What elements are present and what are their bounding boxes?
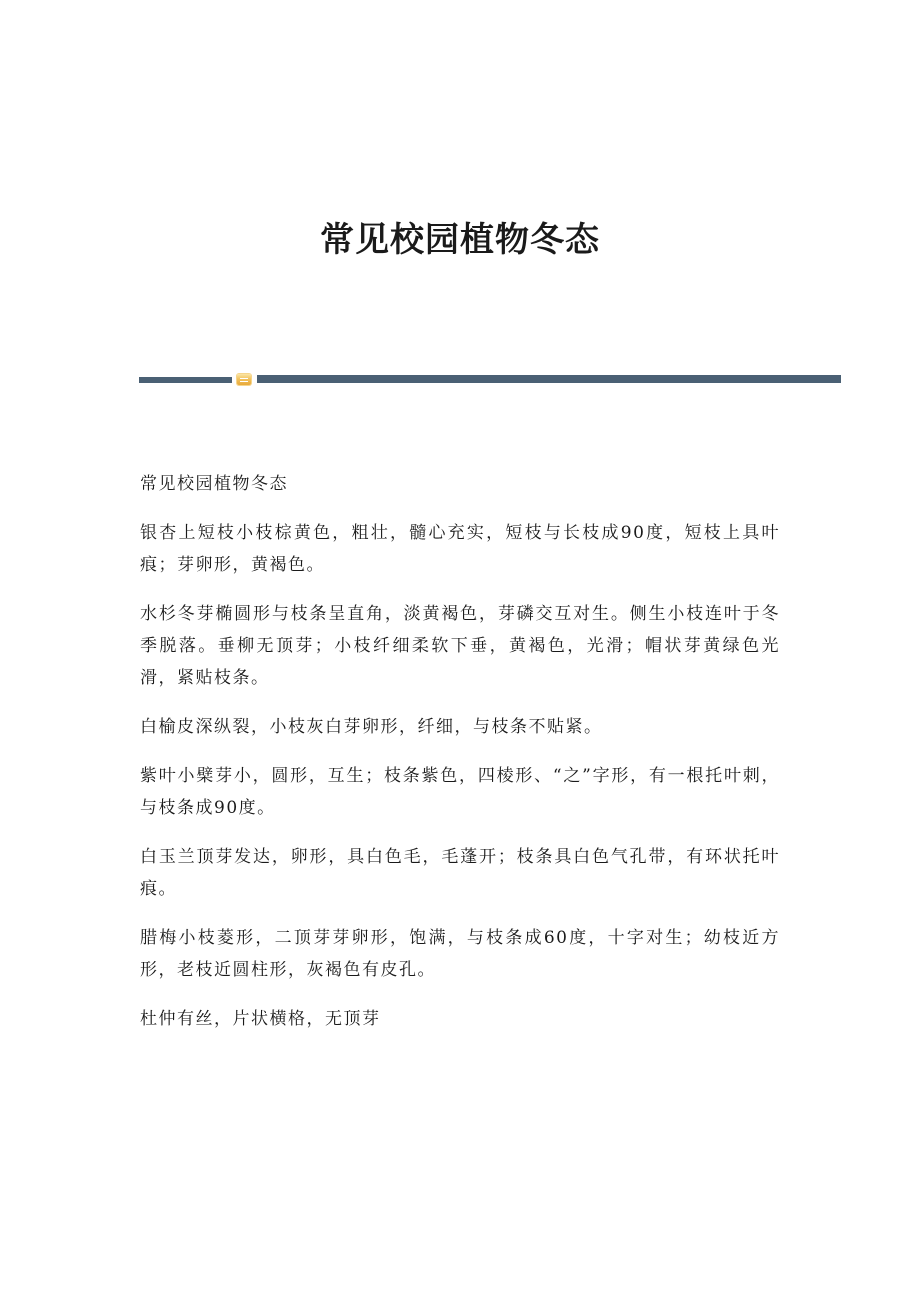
paragraph-metasequoia-willow: 水杉冬芽椭圆形与枝条呈直角，淡黄褐色，芽磷交互对生。侧生小枝连叶于冬季脱落。垂柳无顶芽；小枝纤细柔软下垂，黄褐色，光滑；帽状芽黄绿色光滑，紧贴枝条。 <box>140 604 780 688</box>
paragraph-eucommia: 杜仲有丝，片状横格，无顶芽 <box>140 1009 381 1029</box>
paragraph-ginkgo: 银杏上短枝小枝棕黄色，粗壮，髓心充实，短枝与长枝成90度，短枝上具叶痕；芽卵形，黄褐色。 <box>140 523 780 575</box>
document-title: 常见校园植物冬态 <box>320 220 600 260</box>
title-divider <box>139 374 841 386</box>
divider-bar-left <box>139 377 232 383</box>
document-body <box>140 468 780 1052</box>
paragraph-wintersweet: 腊梅小枝菱形，二顶芽芽卵形，饱满，与枝条成60度，十字对生；幼枝近方形，老枝近圆柱形，灰褐色有皮孔。 <box>140 928 780 980</box>
divider-ornament-icon <box>237 374 251 385</box>
paragraph-barberry: 紫叶小檗芽小，圆形，互生；枝条紫色，四棱形、“之”字形，有一根托叶刺，与枝条成90度。 <box>140 766 780 818</box>
divider-bar-right <box>257 375 841 383</box>
paragraph-magnolia: 白玉兰顶芽发达，卵形，具白色毛，毛蓬开；枝条具白色气孔带，有环状托叶痕。 <box>140 847 780 899</box>
body-heading-paragraph: 常见校园植物冬态 <box>140 474 288 494</box>
paragraph-elm: 白榆皮深纵裂，小枝灰白芽卵形，纤细，与枝条不贴紧。 <box>140 717 603 737</box>
